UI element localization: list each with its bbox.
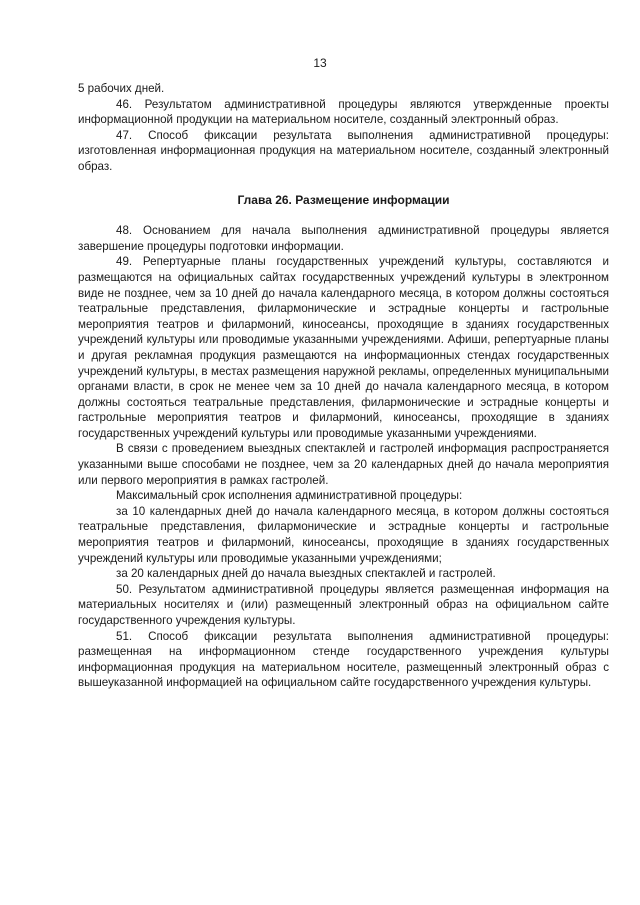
paragraph-47: 47. Способ фиксации результата выполнения административной процедуры: изготовленная информационная продукция на материальном носителе, созданный электронный образ. (78, 128, 609, 173)
page-number: 13 (313, 56, 327, 70)
paragraph-touring-info: В связи с проведением выездных спектаклей и гастролей информация распространяется указанными выше способами не позднее, чем за 20 календарных дней до начала мероприятия или первого мероприятия в рамках гастролей. (78, 442, 609, 487)
paragraph-51: 51. Способ фиксации результата выполнения административной процедуры: размещенная на информационном стенде государственного учреждения культуры информационная продукция на материальном носителе, размещенный электронный образ с вышеуказанной информацией на официальном сайте государственного учреждения культуры. (78, 629, 609, 690)
chapter-heading: Глава 26. Размещение информации (237, 192, 450, 207)
paragraph-continuation: 5 рабочих дней. (78, 82, 165, 95)
document-body (78, 81, 609, 691)
paragraph-max-term: Максимальный срок исполнения административной процедуры: (116, 489, 463, 503)
paragraph-term-10-days: за 10 календарных дней до начала календарного месяца, в котором должны состояться театральные представления, филармонические и эстрадные концерты и гастрольные мероприятия театров и филармоний, киносеансы, проходящие в зданиях государственных учреждений культуры или проводимые указанными учреждениями; (78, 504, 609, 565)
paragraph-48: 48. Основанием для начала выполнения административной процедуры является завершение процедуры подготовки информации. (78, 224, 609, 253)
paragraph-46: 46. Результатом административной процедуры являются утвержденные проекты информационной продукции на материальном носителе, созданный электронный образ. (78, 97, 609, 127)
paragraph-term-20-days: за 20 календарных дней до начала выездных спектаклей и гастролей. (116, 567, 496, 581)
paragraph-49: 49. Репертуарные планы государственных учреждений культуры, составляются и размещаются на официальных сайтах государственных учреждений культуры в электронном виде не позднее, чем за 10 дней до начала календарного месяца, в котором должны состояться театральные представления, филармонические и эстрадные концерты и гастрольные мероприятия театров и филармоний, киносеансы, проходящие в зданиях государственных учреждений культуры или проводимые указанными учреждениями. Афиши, репертуарные планы и другая рекламная продукция размещаются на информационных стендах государственных учреждений культуры, в местах размещения наружной рекламы, определенных муниципальными органами власти, в срок не менее чем за 10 дней до начала календарного месяца, в котором должны состояться театральные представления, филармонические и эстрадные концерты и гастрольные мероприятия театров и филармоний, киносеансы, проходящие в зданиях государственных учреждений культуры или проводимые указанными учреждениями. (78, 255, 609, 440)
paragraph-50: 50. Результатом административной процедуры является размещенная информация на материальных носителях и (или) размещенный электронный образ на официальном сайте государственного учреждения культуры. (78, 582, 609, 627)
